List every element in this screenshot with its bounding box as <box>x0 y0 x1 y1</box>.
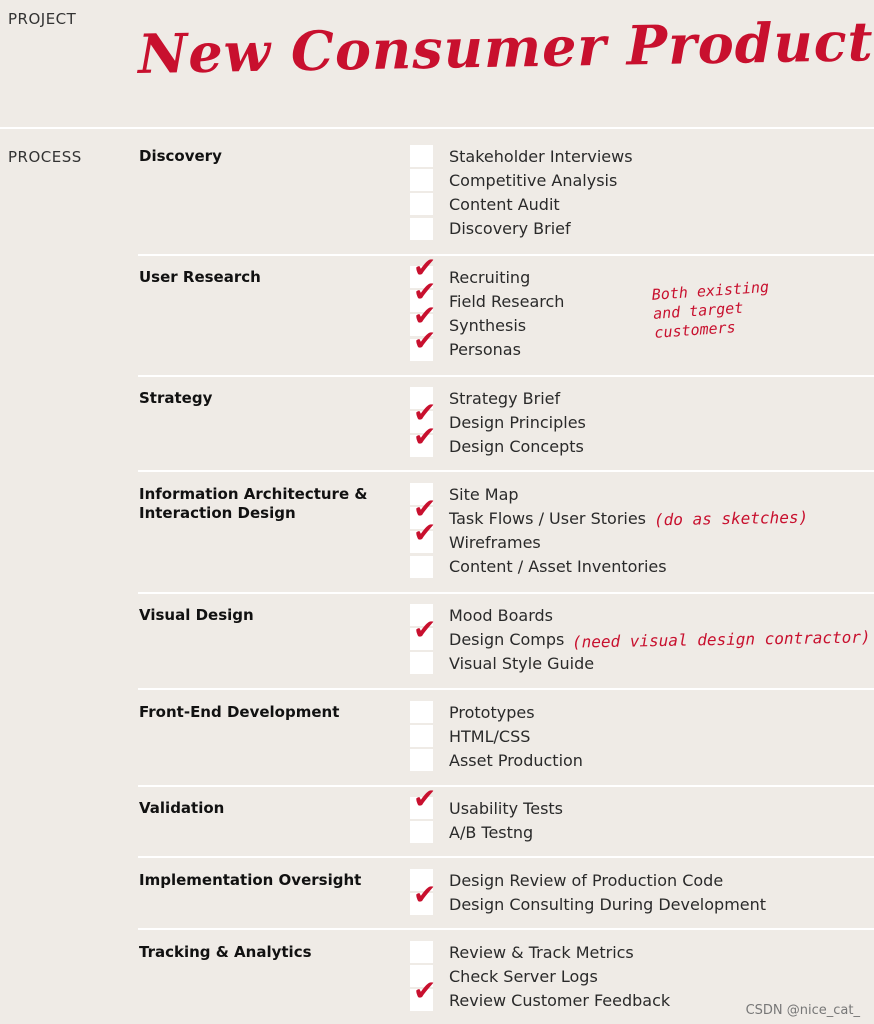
side-note-line: customers <box>653 318 737 342</box>
checkmark-icon: ✔ <box>413 492 437 526</box>
checklist-item-label: A/B Testng <box>449 822 534 842</box>
side-note <box>651 276 795 343</box>
section-divider <box>138 375 874 377</box>
section-title: Implementation Oversight <box>139 871 362 889</box>
section-title: Information Architecture & Interaction Design <box>139 485 368 522</box>
checkbox[interactable] <box>410 218 433 240</box>
checkbox[interactable] <box>410 145 433 167</box>
checklist-item-label: Asset Production <box>449 750 583 770</box>
section-divider <box>138 928 874 930</box>
checklist-item-label: Recruiting <box>449 267 531 287</box>
checkmark-icon: ✔ <box>413 275 437 309</box>
section-divider <box>138 785 874 787</box>
watermark: CSDN @nice_cat_ <box>745 1003 860 1018</box>
checkbox[interactable] <box>410 878 437 915</box>
checklist-item[interactable] <box>410 868 723 892</box>
checklist-item-label: Site Map <box>449 484 519 504</box>
checklist-item-label: HTML/CSS <box>449 726 531 746</box>
checklist-item-label: Design Concepts <box>449 436 584 456</box>
checklist-item-label: Check Server Logs <box>449 966 598 986</box>
checklist-item-label: Personas <box>449 340 521 360</box>
checkbox[interactable] <box>410 169 433 191</box>
checkmark-icon: ✔ <box>413 782 437 815</box>
checklist-item[interactable] <box>410 940 634 964</box>
checklist-item-label: Design Review of Production Code <box>449 870 724 890</box>
checklist-item[interactable] <box>410 651 594 675</box>
header-divider <box>0 127 874 129</box>
checkbox[interactable] <box>410 556 433 578</box>
checkbox[interactable] <box>410 323 437 361</box>
checklist-item-label: Competitive Analysis <box>449 170 618 190</box>
checklist-item[interactable] <box>410 724 530 748</box>
checkbox[interactable] <box>410 941 433 963</box>
checklist-item-label: Content Audit <box>449 194 560 214</box>
checklist-item-label: Content / Asset Inventories <box>449 557 667 577</box>
section-title: Front-End Development <box>139 703 340 721</box>
checklist-item-label: Field Research <box>449 291 565 311</box>
project-title: New Consumer Product <box>137 9 874 86</box>
checkbox[interactable] <box>410 420 437 457</box>
checklist-item-label: Synthesis <box>449 315 527 335</box>
checkmark-icon: ✔ <box>413 251 437 284</box>
checklist-item-label: Design Comps <box>449 629 565 649</box>
checkmark-icon: ✔ <box>413 516 437 550</box>
checklist-item[interactable] <box>410 700 535 724</box>
checklist-item-label: Prototypes <box>449 702 535 722</box>
section-title: Validation <box>139 799 225 817</box>
checklist-item-label: Usability Tests <box>449 798 564 818</box>
checkbox[interactable] <box>410 782 437 819</box>
checkmark-icon: ✔ <box>413 420 437 454</box>
checkmark-icon: ✔ <box>413 396 437 430</box>
section-title: Visual Design <box>139 606 254 624</box>
checkmark-icon: ✔ <box>413 299 437 333</box>
checklist-item[interactable] <box>410 192 560 216</box>
side-note-line: and target <box>652 298 744 323</box>
checkbox[interactable] <box>410 193 433 215</box>
checkmark-icon: ✔ <box>413 878 437 912</box>
checklist-item-label: Visual Style Guide <box>449 653 595 673</box>
checklist-item[interactable] <box>410 168 617 192</box>
checklist-item[interactable] <box>410 782 564 820</box>
checkbox[interactable] <box>410 516 437 553</box>
checklist-item[interactable] <box>410 820 533 844</box>
checklist-item-label: Mood Boards <box>449 605 553 625</box>
handwritten-note: (do as sketches) <box>653 507 809 530</box>
checklist-item[interactable] <box>410 555 667 579</box>
checklist-item[interactable] <box>410 748 583 772</box>
checklist-item[interactable] <box>410 516 541 554</box>
side-note-line: Both existing <box>651 277 770 304</box>
checklist-item[interactable] <box>410 144 633 168</box>
handwritten-note: (need visual design contractor) <box>572 627 872 652</box>
section-divider <box>138 254 874 256</box>
section-divider <box>138 688 874 690</box>
checklist-item-label: Discovery Brief <box>449 219 571 239</box>
checklist-item-label: Design Principles <box>449 412 586 432</box>
checklist-item-label: Strategy Brief <box>449 388 561 408</box>
checklist-item-label: Stakeholder Interviews <box>449 146 633 166</box>
checkmark-icon: ✔ <box>413 323 437 357</box>
checkbox[interactable] <box>410 613 437 650</box>
checklist-item-label: Task Flows / User Stories <box>449 508 647 528</box>
checkbox[interactable] <box>410 652 433 674</box>
checklist-item-label: Review Customer Feedback <box>449 990 671 1010</box>
section-title: Discovery <box>139 147 222 165</box>
section-title: Strategy <box>139 389 213 407</box>
checklist-item[interactable] <box>410 964 598 988</box>
section-title: Tracking & Analytics <box>139 943 312 961</box>
section-divider <box>138 592 874 594</box>
checkbox[interactable] <box>410 749 433 771</box>
checkbox[interactable] <box>410 701 433 723</box>
checkbox[interactable] <box>410 974 437 1011</box>
project-label: PROJECT <box>8 10 77 28</box>
section-title: User Research <box>139 268 261 286</box>
checkbox[interactable] <box>410 821 433 843</box>
section-divider <box>138 856 874 858</box>
checklist-item-label: Wireframes <box>449 532 541 552</box>
checkmark-icon: ✔ <box>413 974 437 1008</box>
checklist-item-label: Review & Track Metrics <box>449 942 634 962</box>
checkmark-icon: ✔ <box>413 613 437 647</box>
checkbox[interactable] <box>410 725 433 747</box>
checklist-item[interactable] <box>410 217 571 241</box>
checklist-item-label: Design Consulting During Development <box>449 894 767 914</box>
process-label: PROCESS <box>8 148 82 166</box>
section-divider <box>138 470 874 472</box>
